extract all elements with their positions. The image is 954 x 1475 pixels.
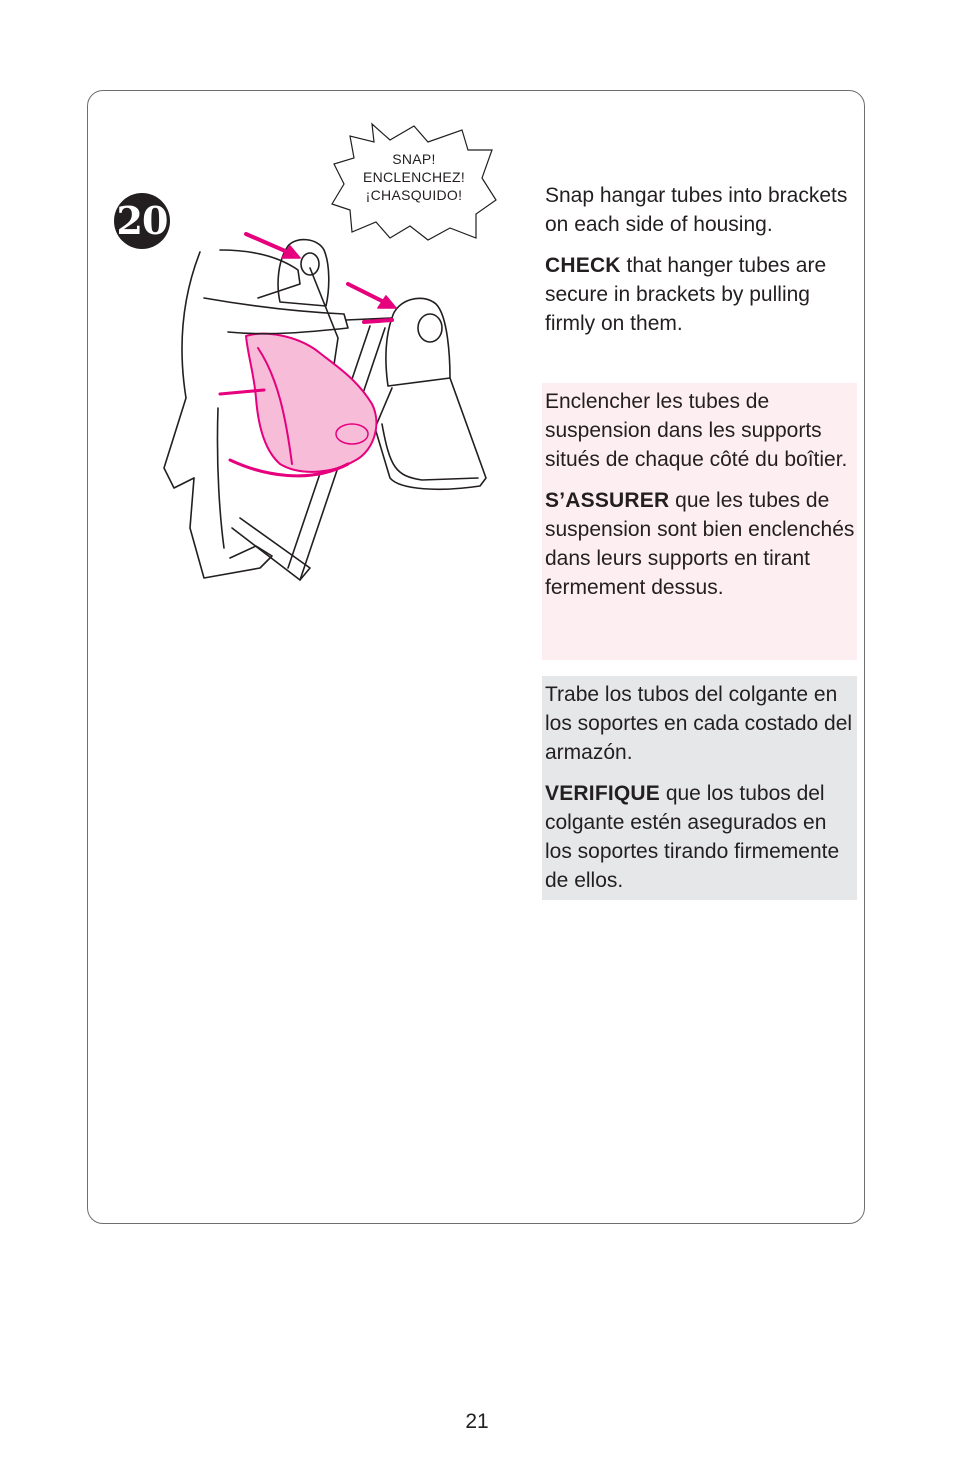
es-check-keyword: VERIFIQUE — [545, 782, 660, 805]
callout-line-fr: ENCLENCHEZ! — [362, 169, 466, 185]
en-check-text — [545, 251, 857, 338]
instructions-english — [542, 177, 857, 338]
snap-callout-text — [330, 150, 498, 204]
en-check-keyword: CHECK — [545, 254, 621, 277]
en-step-text: Snap hangar tubes into brackets on each side of housing. — [545, 184, 848, 236]
fr-step-text: Enclencher les tubes de suspension dans les supports situés de chaque côté du boîtier. — [545, 390, 848, 471]
page-number: 21 — [465, 1410, 489, 1433]
en-check-rest: that hanger tubes are secure in brackets by pulling firmly on them. — [545, 254, 827, 335]
right-housing — [386, 298, 450, 386]
fr-check-text — [545, 486, 857, 602]
callout-line-es: ¡CHASQUIDO! — [365, 187, 463, 203]
fr-check-keyword: S’ASSURER — [545, 489, 670, 512]
hanger-tube-illustration — [160, 228, 495, 603]
callout-line-en: SNAP! — [392, 151, 436, 167]
instructions-french — [542, 383, 857, 660]
arrow-left-housing — [246, 234, 292, 254]
person-leg — [190, 478, 272, 578]
pink-seat — [246, 334, 376, 472]
person-torso — [164, 252, 200, 488]
es-step-text: Trabe los tubos del colgante en los soportes en cada costado del armazón. — [545, 683, 853, 764]
fr-check-rest: que les tubes de suspension sont bien enclenchés dans leurs supports en tirant fermement dessus. — [545, 489, 855, 599]
es-check-rest: que los tubos del colgante estén asegurados en los soportes tirando firmemente de ellos. — [545, 782, 840, 892]
es-check-text — [545, 779, 857, 895]
instructions-spanish — [542, 676, 857, 900]
step-number-badge: 20 — [114, 193, 170, 249]
